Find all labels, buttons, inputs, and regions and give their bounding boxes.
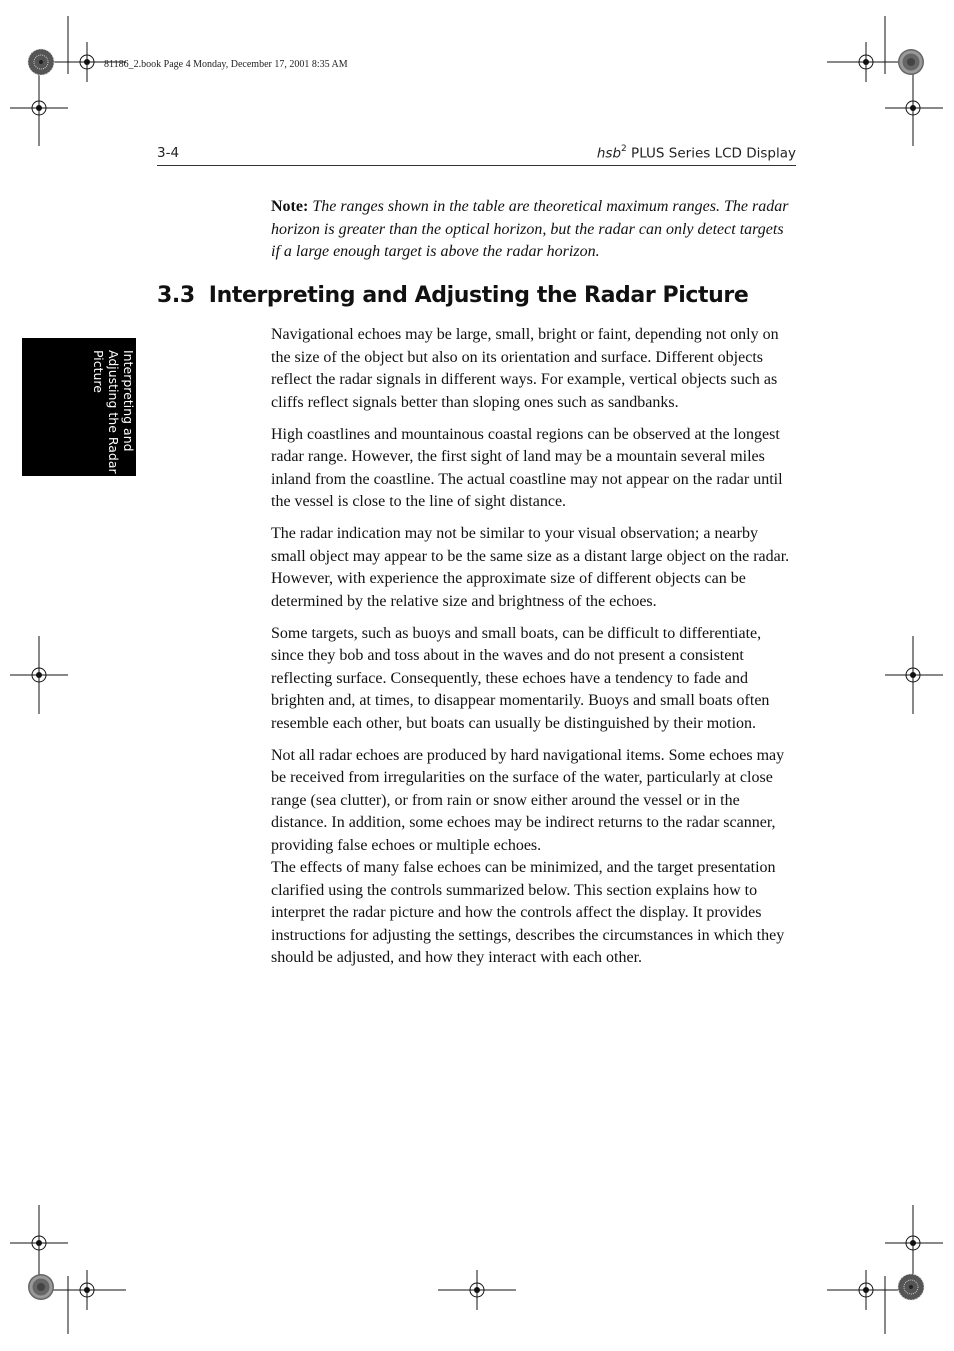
note xyxy=(271,196,796,264)
body-text xyxy=(271,324,792,979)
chapter-side-tab xyxy=(22,338,136,476)
paragraph: The effects of many false echoes can be minimized, and the target presentation clarified using the controls summarized below. This section explains how to interpret the radar picture and how the controls affect the display. It provides instructions for adjusting the settings, describes the circumstances in which they should be adjusted, and how they interact with each other. xyxy=(271,859,785,966)
header-title-italic: hsb xyxy=(596,145,622,162)
star-target-icon xyxy=(28,49,54,75)
section-heading xyxy=(157,283,748,308)
side-tab-line: Interpreting and xyxy=(121,350,136,452)
star-target-icon xyxy=(898,1274,924,1300)
section-title: Interpreting and Adjusting the Radar Picture xyxy=(208,283,749,308)
star-target-icon xyxy=(898,49,924,75)
running-header xyxy=(157,143,796,166)
paragraph: The radar indication may not be similar to your visual observation; a nearby small object may appear to be the same size as a distant large object on the radar. However, with experience the approximate size of different objects can be determined by the relative size and brightness of the echoes. xyxy=(271,525,790,610)
side-tab-text xyxy=(91,348,136,476)
paragraph: Navigational echoes may be large, small, bright or faint, depending not only on the size of the object but also on its orientation and surface. Different objects reflect the radar signals in different ways. For example, vertical objects such as cliffs reflect signals better than sloping ones such as sandbanks. xyxy=(271,326,779,411)
paragraph: High coastlines and mountainous coastal regions can be observed at the longest radar range. However, the first sight of land may be a mountain several miles inland from the coastline. The actual coastline may not appear on the radar until the vessel is close to the line of sight distance. xyxy=(271,425,783,510)
header-title-sup: 2 xyxy=(621,144,627,154)
side-tab-line: Picture xyxy=(91,350,106,393)
paragraph: Not all radar echoes are produced by hard navigational items. Some echoes may be received from irregularities on the surface of the water, particularly at close range (sea clutter), or from rain or snow either around the vessel or in the distance. In addition, some echoes may be indirect returns to the radar scanner, providing false echoes or multiple echoes. xyxy=(271,746,785,854)
section-number: 3.3 xyxy=(157,283,195,308)
side-tab-line: Adjusting the Radar xyxy=(106,350,121,474)
note-text: The ranges shown in the table are theoretical maximum ranges. The radar horizon is greater than the optical horizon, but the radar can only detect targets if a large enough target is above the radar horizon. xyxy=(271,198,789,260)
header-title-rest: PLUS Series LCD Display xyxy=(626,145,796,162)
star-target-icon xyxy=(28,1274,54,1300)
page-number: 3-4 xyxy=(157,145,180,161)
note-label: Note: xyxy=(271,198,309,215)
print-slug: 81186_2.book Page 4 Monday, December 17, 2001 8:35 AM xyxy=(104,59,348,70)
paragraph: Some targets, such as buoys and small boats, can be difficult to differentiate, since they bob and toss about in the waves and do not present a consistent reflecting surface. Consequently, these echoes have a tendency to fade and brighten and, at times, to disappear momentarily. Buoys and small boats often resemble each other, but boats can usually be distinguished by their motion. xyxy=(271,624,770,732)
header-title xyxy=(597,145,796,162)
